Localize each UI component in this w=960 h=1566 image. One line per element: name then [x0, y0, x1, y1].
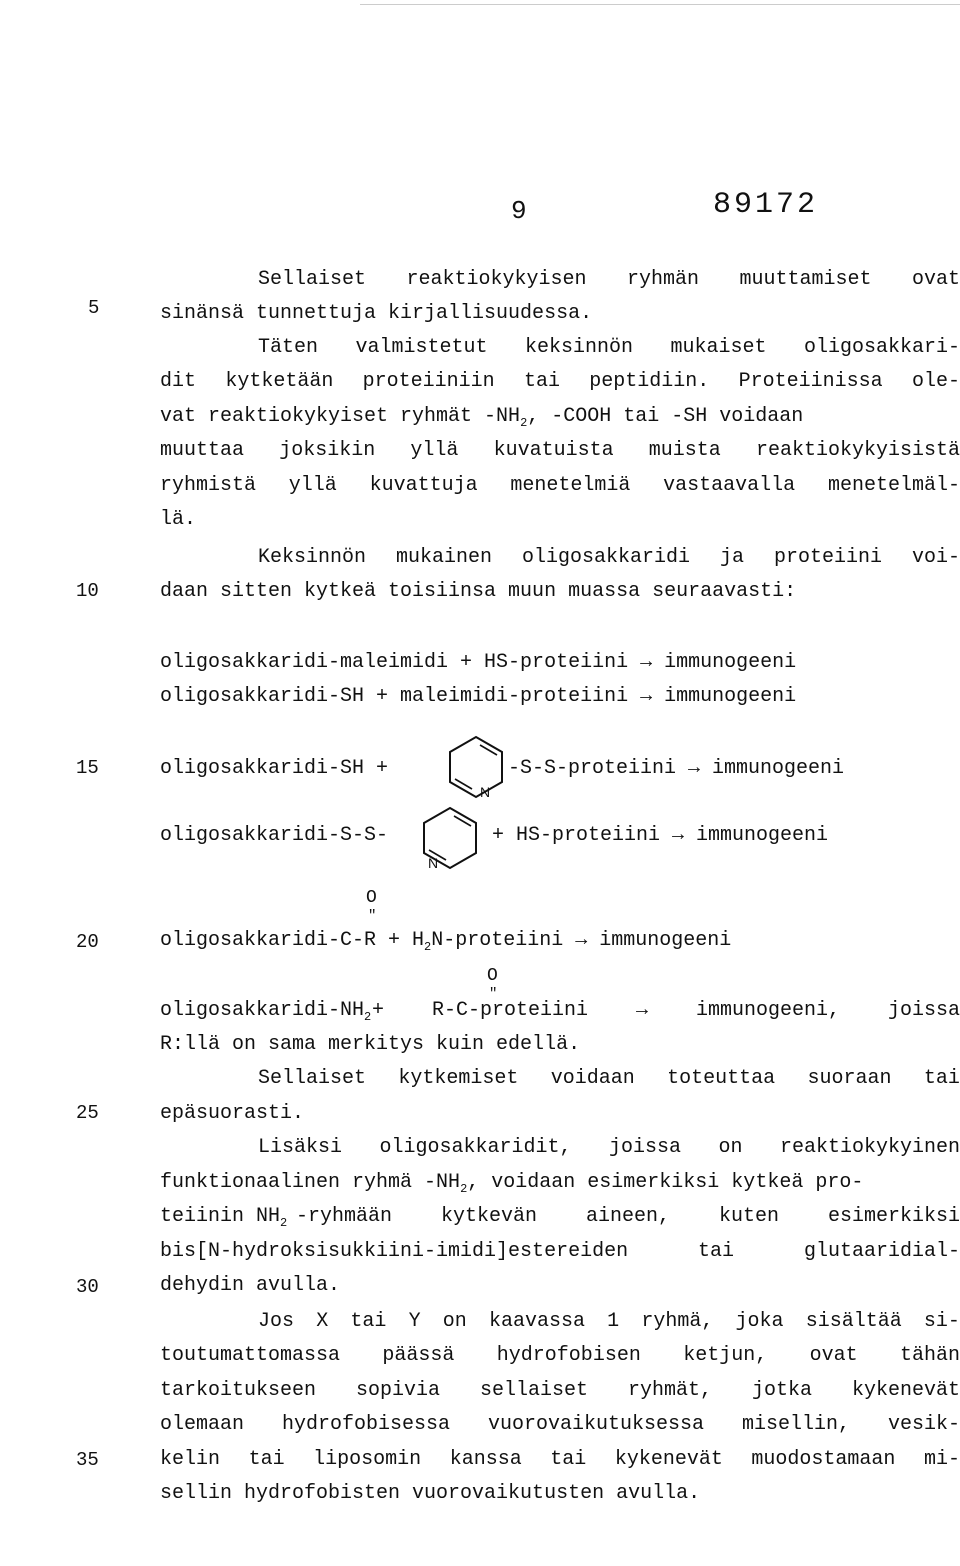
text-line-1: [258, 268, 960, 291]
word: kaavassa: [488, 1310, 585, 1333]
word: Jos: [258, 1310, 295, 1333]
word: menetelmiä: [510, 474, 631, 497]
word: ovat: [809, 1344, 858, 1367]
word: ja: [719, 546, 744, 569]
word: sisältää: [805, 1310, 902, 1333]
word: ryhmät,: [627, 1379, 712, 1402]
line-number-15: 15: [76, 757, 99, 779]
reaction-1: oligosakkaridi-maleimidi + HS-proteiini → immunogeeni: [160, 651, 797, 674]
word: vuorovaikutuksessa: [487, 1413, 704, 1436]
text-line-m13: [160, 1448, 960, 1471]
word: vesik-: [887, 1413, 960, 1436]
word: Sellaiset: [258, 268, 367, 291]
word: mukainen: [396, 546, 493, 569]
word: ryhmä,: [641, 1310, 714, 1333]
text-line-9: [258, 546, 960, 569]
word: on: [718, 1136, 743, 1159]
word: reaktiokykyisen: [406, 268, 587, 291]
page-number: 9: [511, 196, 527, 226]
word: mi-: [923, 1448, 960, 1471]
word: yllä: [288, 474, 337, 497]
reaction-6-left: oligosakkaridi-$NH_2$: [160, 999, 372, 1024]
text-line-m7: [160, 1240, 960, 1263]
word: muuttamiset: [739, 268, 872, 291]
word: kuvattuja: [369, 474, 478, 497]
word: Täten: [258, 336, 319, 359]
word: joissa: [887, 999, 960, 1022]
word: misellin,: [741, 1413, 850, 1436]
word: tai: [350, 1310, 387, 1333]
word: ketjun,: [683, 1344, 768, 1367]
reaction-4-right: + HS-proteiini → immunogeeni: [492, 824, 829, 847]
word: kuten: [718, 1205, 779, 1228]
reaction-2: oligosakkaridi-SH + maleimidi-proteiini → immunogeeni: [160, 685, 797, 708]
word: voidaan: [550, 1067, 635, 1090]
reaction-4-left: oligosakkaridi-S-S-: [160, 824, 389, 847]
text-line-m1: R:llä on sama merkitys kuin edellä.: [160, 1033, 581, 1056]
word: reaktiokykyinen: [779, 1136, 960, 1159]
text-line-7: [160, 474, 960, 497]
word: muuttaa: [160, 439, 245, 462]
word: ovat: [911, 268, 960, 291]
word: X: [316, 1310, 329, 1333]
word: peptidiin.: [589, 370, 710, 393]
word: kytkevän: [440, 1205, 537, 1228]
word: kykenevät: [851, 1379, 960, 1402]
reaction-5: oligosakkaridi-C-R + $H_2N$-proteiini → immunogeeni: [160, 929, 732, 954]
carbonyl-oxygen-2: O: [487, 966, 498, 986]
carbonyl-double-bond-1: ": [368, 908, 377, 924]
line-number-20: 20: [76, 931, 99, 953]
text-line-3: [258, 336, 960, 359]
word: kuvatuista: [493, 439, 614, 462]
text-line-m10: [160, 1344, 960, 1367]
word: tai: [698, 1240, 735, 1263]
word: sellaiset: [479, 1379, 589, 1402]
word: suoraan: [807, 1067, 892, 1090]
reaction-3-right: -S-S-proteiini → immunogeeni: [508, 757, 845, 780]
scan-edge-line: [360, 4, 960, 5]
text-line-m2: [258, 1067, 960, 1090]
word: kanssa: [449, 1448, 522, 1471]
word: ole-: [911, 370, 960, 393]
line-number-5: 5: [88, 297, 100, 319]
word: ryhmän: [627, 268, 700, 291]
text-line-m8: dehydin avulla.: [160, 1274, 341, 1297]
ring-atom-n-2: N: [428, 855, 439, 871]
word: mukaiset: [670, 336, 767, 359]
word: sopivia: [356, 1379, 441, 1402]
word: esimerkiksi: [827, 1205, 960, 1228]
word: kytketään: [225, 370, 334, 393]
word: oligosakkari-: [803, 336, 960, 359]
word: tähän: [899, 1344, 960, 1367]
line-number-10: 10: [76, 580, 99, 602]
carbonyl-double-bond-2: ": [489, 986, 498, 1002]
text-line-m9: [258, 1310, 960, 1333]
word: tai: [550, 1448, 587, 1471]
word: aineen,: [585, 1205, 670, 1228]
word: 1: [607, 1310, 620, 1333]
word: valmistetut: [355, 336, 488, 359]
word: →: [635, 999, 648, 1022]
ring-atom-n-1: N: [480, 784, 491, 800]
word: jotka: [751, 1379, 812, 1402]
word: muodostamaan: [751, 1448, 896, 1471]
word: joksikin: [279, 439, 376, 462]
word: Keksinnön: [258, 546, 367, 569]
word: joissa: [608, 1136, 681, 1159]
word: proteiiniin: [362, 370, 495, 393]
text-line-10: daan sitten kytkeä toisiinsa muun muassa seuraavasti:: [160, 580, 797, 603]
word: ryhmistä: [160, 474, 257, 497]
word: menetelmäl-: [827, 474, 960, 497]
text-line-m3: epäsuorasti.: [160, 1102, 305, 1125]
line-number-25: 25: [76, 1102, 99, 1124]
word: si-: [923, 1310, 960, 1333]
word: keksinnön: [524, 336, 634, 359]
text-line-4: [160, 370, 960, 393]
word: oligosakkaridi: [521, 546, 691, 569]
word: bis[N-hydroksisukkiini-imidi]estereiden: [160, 1240, 629, 1263]
word: R-C-proteiini: [431, 999, 589, 1022]
text-line-m12: [160, 1413, 960, 1436]
text-line-5: vat reaktiokykyiset ryhmät $-NH_2$, -COOH tai -SH voidaan: [160, 405, 804, 430]
word: +: [372, 999, 385, 1022]
word: immunogeeni,: [695, 999, 840, 1022]
word: kelin: [160, 1448, 221, 1471]
text-line-m14: sellin hydrofobisten vuorovaikutusten avulla.: [160, 1482, 701, 1505]
word: voi-: [911, 546, 960, 569]
word: Y: [408, 1310, 421, 1333]
word: hydrofobisessa: [281, 1413, 450, 1436]
line-number-35: 35: [76, 1449, 99, 1471]
word: glutaaridial-: [803, 1240, 960, 1263]
word: hydrofobisen: [496, 1344, 641, 1367]
text-line-2: sinänsä tunnettuja kirjallisuudessa.: [160, 302, 593, 325]
word: tarkoitukseen: [160, 1379, 317, 1402]
word: olemaan: [160, 1413, 245, 1436]
word: Sellaiset: [258, 1067, 367, 1090]
pyridine-ring-1: [440, 731, 512, 803]
word: Proteiinissa: [738, 370, 883, 393]
word: kykenevät: [614, 1448, 723, 1471]
word: proteiini: [773, 546, 882, 569]
reaction-3-left: oligosakkaridi-SH +: [160, 757, 389, 780]
text-line-m6-left: teiinin $NH_2$: [160, 1205, 288, 1230]
word: tai: [523, 370, 560, 393]
pyridine-ring-2: [414, 802, 486, 874]
word: vastaavalla: [663, 474, 796, 497]
reaction-6-right: [372, 999, 960, 1022]
word: reaktiokykyisistä: [755, 439, 960, 462]
document-number: 89172: [713, 188, 819, 222]
word: oligosakkaridit,: [379, 1136, 572, 1159]
word: tai: [923, 1067, 960, 1090]
word: toutumattomassa: [160, 1344, 341, 1367]
word: dit: [160, 370, 197, 393]
word: kytkemiset: [398, 1067, 519, 1090]
word: muista: [648, 439, 721, 462]
text-line-m6-right: [296, 1205, 960, 1228]
word: tai: [248, 1448, 285, 1471]
text-line-m4: [258, 1136, 960, 1159]
text-line-8: lä.: [160, 508, 197, 531]
word: joka: [735, 1310, 784, 1333]
word: toteuttaa: [667, 1067, 776, 1090]
text-line-m5: funktionaalinen ryhmä $-NH_2$, voidaan esimerkiksi kytkeä pro-: [160, 1171, 864, 1196]
word: yllä: [410, 439, 459, 462]
carbonyl-oxygen-1: O: [366, 888, 377, 908]
word: liposomin: [313, 1448, 422, 1471]
text-line-m11: [160, 1379, 960, 1402]
word: -ryhmään: [296, 1205, 393, 1228]
word: päässä: [382, 1344, 455, 1367]
line-number-30: 30: [76, 1276, 99, 1298]
word: on: [442, 1310, 467, 1333]
word: Lisäksi: [258, 1136, 343, 1159]
text-line-6: [160, 439, 960, 462]
